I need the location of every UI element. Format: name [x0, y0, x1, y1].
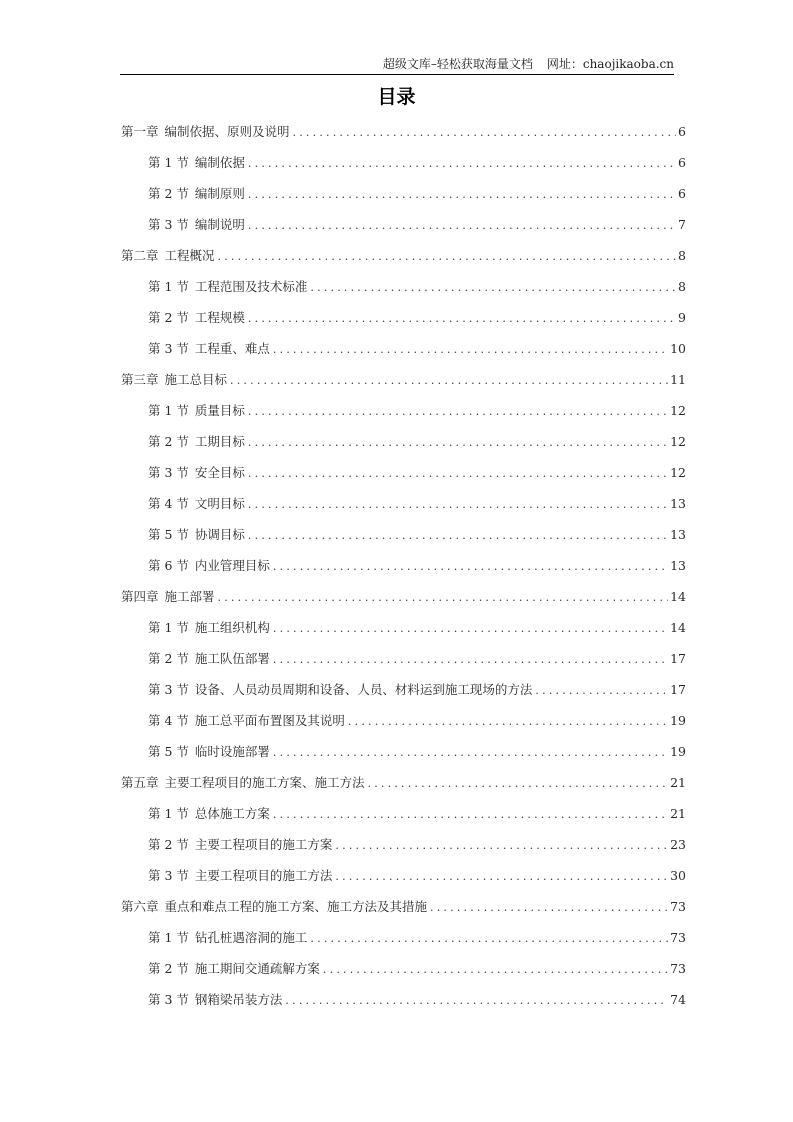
toc-number: 第 1 节 — [148, 155, 189, 170]
dot-leader — [248, 495, 668, 515]
dot-leader — [273, 805, 668, 825]
toc-label: 设备、人员动员周期和设备、人员、材料运到施工现场的方法 — [194, 682, 533, 697]
dot-leader — [310, 278, 676, 298]
page-header — [120, 56, 674, 75]
toc-number: 第 3 节 — [148, 465, 189, 480]
toc-number: 第 4 节 — [148, 496, 189, 511]
toc-number: 第五章 — [121, 775, 159, 790]
toc-section[interactable] — [121, 494, 686, 525]
toc-number: 第 2 节 — [148, 961, 189, 976]
toc-section[interactable] — [121, 618, 686, 649]
dot-leader — [248, 526, 668, 546]
dot-leader — [293, 123, 677, 143]
toc-section[interactable] — [121, 928, 686, 959]
toc-section[interactable] — [121, 711, 686, 742]
toc-page-number: 17 — [670, 682, 686, 697]
toc-page-number: 9 — [678, 310, 686, 325]
toc-section[interactable] — [121, 184, 686, 215]
toc-label: 协调目标 — [194, 527, 245, 542]
dot-leader — [273, 650, 668, 670]
toc-label: 编制依据 — [194, 155, 245, 170]
dot-leader — [248, 185, 676, 205]
toc-page-number: 30 — [670, 868, 686, 883]
toc-page-number: 13 — [670, 558, 686, 573]
toc-label: 文明目标 — [194, 496, 245, 511]
dot-leader — [273, 557, 668, 577]
dot-leader — [368, 774, 669, 794]
toc-label: 工程重、难点 — [194, 341, 270, 356]
dot-leader — [248, 154, 676, 174]
toc-section[interactable] — [121, 835, 686, 866]
table-of-contents — [121, 122, 686, 1021]
toc-label: 施工队伍部署 — [194, 651, 270, 666]
toc-number: 第 3 节 — [148, 992, 189, 1007]
toc-chapter-2[interactable] — [121, 246, 686, 277]
toc-page-number: 21 — [670, 775, 686, 790]
toc-label: 施工总目标 — [164, 372, 228, 387]
toc-chapter-5[interactable] — [121, 773, 686, 804]
toc-page-number: 73 — [670, 899, 686, 914]
header-url[interactable]: chaojikaoba.cn — [582, 57, 674, 71]
dot-leader — [273, 619, 668, 639]
toc-label: 主要工程项目的施工方法 — [194, 868, 333, 883]
toc-label: 施工总平面布置图及其说明 — [194, 713, 345, 728]
dot-leader — [218, 247, 677, 267]
toc-number: 第三章 — [121, 372, 159, 387]
toc-label: 施工部署 — [164, 589, 215, 604]
toc-number: 第 1 节 — [148, 620, 189, 635]
toc-label: 重点和难点工程的施工方案、施工方法及其措施 — [164, 899, 428, 914]
toc-section[interactable] — [121, 308, 686, 339]
toc-section[interactable] — [121, 649, 686, 680]
toc-page-number: 13 — [670, 527, 686, 542]
toc-page-number: 74 — [670, 992, 686, 1007]
toc-number: 第 5 节 — [148, 527, 189, 542]
toc-section[interactable] — [121, 990, 686, 1021]
toc-label: 工程概况 — [164, 248, 215, 263]
toc-page-number: 12 — [670, 465, 686, 480]
toc-number: 第 5 节 — [148, 744, 189, 759]
toc-section[interactable] — [121, 866, 686, 897]
toc-page-number: 23 — [670, 837, 686, 852]
toc-number: 第 2 节 — [148, 186, 189, 201]
dot-leader — [230, 371, 668, 391]
toc-number: 第 3 节 — [148, 682, 189, 697]
toc-label: 施工期间交通疏解方案 — [194, 961, 320, 976]
toc-label: 施工组织机构 — [194, 620, 270, 635]
toc-number: 第 1 节 — [148, 806, 189, 821]
toc-number: 第二章 — [121, 248, 159, 263]
header-site-name: 超级文库–轻松获取海量文档 — [382, 57, 533, 71]
toc-page-number: 14 — [670, 620, 686, 635]
toc-label: 安全目标 — [194, 465, 245, 480]
toc-label: 编制说明 — [194, 217, 245, 232]
toc-page-number: 14 — [670, 589, 686, 604]
toc-section[interactable] — [121, 277, 686, 308]
toc-chapter-4[interactable] — [121, 587, 686, 618]
toc-number: 第 2 节 — [148, 310, 189, 325]
toc-section[interactable] — [121, 401, 686, 432]
toc-label: 工期目标 — [194, 434, 245, 449]
toc-label: 钢箱梁吊装方法 — [194, 992, 283, 1007]
toc-label: 主要工程项目的施工方案、施工方法 — [164, 775, 365, 790]
toc-number: 第 1 节 — [148, 930, 189, 945]
dot-leader — [430, 898, 668, 918]
toc-number: 第 1 节 — [148, 279, 189, 294]
toc-number: 第 2 节 — [148, 651, 189, 666]
toc-page-number: 19 — [670, 713, 686, 728]
toc-page-number: 12 — [670, 403, 686, 418]
dot-leader — [248, 309, 676, 329]
dot-leader — [218, 588, 669, 608]
toc-number: 第 1 节 — [148, 403, 189, 418]
toc-number: 第一章 — [121, 124, 159, 139]
toc-section[interactable] — [121, 556, 686, 587]
toc-page-number: 73 — [670, 961, 686, 976]
dot-leader — [273, 340, 668, 360]
dot-leader — [335, 836, 668, 856]
toc-page-number: 7 — [678, 217, 686, 232]
toc-page-number: 13 — [670, 496, 686, 511]
toc-page-number: 6 — [678, 124, 686, 139]
dot-leader — [310, 929, 668, 949]
dot-leader — [248, 464, 668, 484]
toc-section[interactable] — [121, 680, 686, 711]
dot-leader — [273, 743, 668, 763]
toc-label: 编制原则 — [194, 186, 245, 201]
toc-number: 第 2 节 — [148, 434, 189, 449]
toc-section[interactable] — [121, 463, 686, 494]
toc-section[interactable] — [121, 153, 686, 184]
toc-section[interactable] — [121, 525, 686, 556]
toc-section[interactable] — [121, 432, 686, 463]
toc-page-number: 21 — [670, 806, 686, 821]
toc-chapter-6[interactable] — [121, 897, 686, 928]
toc-label: 主要工程项目的施工方案 — [194, 837, 333, 852]
toc-label: 钻孔桩遇溶洞的施工 — [194, 930, 308, 945]
toc-page-number: 8 — [678, 248, 686, 263]
toc-chapter-1[interactable] — [121, 122, 686, 153]
header-url-label: 网址： — [546, 57, 583, 71]
toc-number: 第 2 节 — [148, 837, 189, 852]
toc-label: 质量目标 — [194, 403, 245, 418]
toc-number: 第四章 — [121, 589, 159, 604]
toc-page-number: 6 — [678, 186, 686, 201]
toc-page-number: 73 — [670, 930, 686, 945]
toc-section[interactable] — [121, 742, 686, 773]
toc-title: 目录 — [377, 86, 416, 108]
toc-label: 工程范围及技术标准 — [194, 279, 308, 294]
dot-leader — [535, 681, 668, 701]
toc-page-number: 10 — [670, 341, 686, 356]
toc-label: 内业管理目标 — [194, 558, 270, 573]
toc-page-number: 17 — [670, 651, 686, 666]
toc-number: 第 3 节 — [148, 868, 189, 883]
toc-page-number: 6 — [678, 155, 686, 170]
toc-number: 第 3 节 — [148, 341, 189, 356]
toc-section[interactable] — [121, 959, 686, 990]
toc-chapter-3[interactable] — [121, 370, 686, 401]
dot-leader — [248, 402, 668, 422]
dot-leader — [323, 960, 668, 980]
toc-section[interactable] — [121, 804, 686, 835]
toc-page-number: 8 — [678, 279, 686, 294]
toc-label: 编制依据、原则及说明 — [164, 124, 290, 139]
toc-section[interactable] — [121, 339, 686, 370]
toc-label: 临时设施部署 — [194, 744, 270, 759]
toc-page-number: 12 — [670, 434, 686, 449]
dot-leader — [348, 712, 668, 732]
toc-number: 第 6 节 — [148, 558, 189, 573]
dot-leader — [248, 433, 668, 453]
toc-page-number: 11 — [670, 372, 686, 387]
toc-section[interactable] — [121, 215, 686, 246]
toc-number: 第 3 节 — [148, 217, 189, 232]
toc-number: 第 4 节 — [148, 713, 189, 728]
dot-leader — [335, 867, 668, 887]
toc-page-number: 19 — [670, 744, 686, 759]
dot-leader — [248, 216, 676, 236]
toc-label: 总体施工方案 — [194, 806, 270, 821]
dot-leader — [285, 991, 668, 1011]
toc-label: 工程规模 — [194, 310, 245, 325]
toc-number: 第六章 — [121, 899, 159, 914]
